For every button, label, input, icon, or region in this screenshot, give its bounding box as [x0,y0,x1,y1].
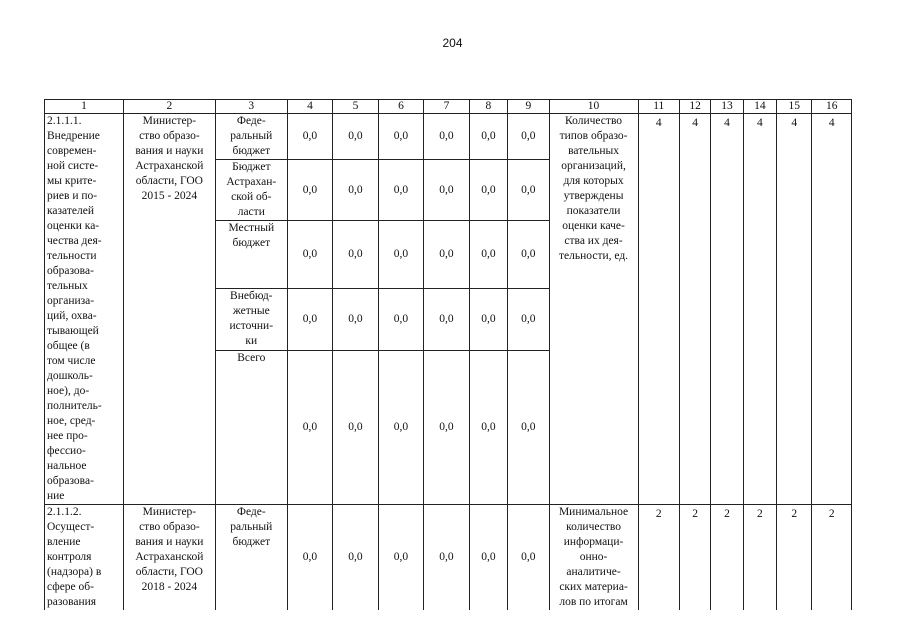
funding-value-cell: 0,0 [333,114,379,160]
column-header-11: 11 [638,100,679,114]
indicator-value-cell: 2 [680,505,711,611]
indicator-cell-line: Количество [565,115,623,127]
measure-code-cell-line: организа- [47,295,95,307]
funding-source-cell-line: ральный [230,521,273,533]
indicator-cell-line: типов образо- [559,130,628,142]
column-header-8: 8 [469,100,507,114]
measure-code-cell-line: ной систе- [47,160,99,172]
executor-cell-line: ство образо- [139,521,200,533]
funding-value-cell: 0,0 [469,505,507,611]
indicator-cell-line: онно- [579,551,608,563]
measure-code-cell-line: 2.1.1.1. [47,115,82,127]
column-header-14: 14 [743,100,776,114]
funding-source-cell-line: Феде- [236,115,266,127]
column-header-7: 7 [424,100,470,114]
column-header-13: 13 [711,100,743,114]
funding-source-cell-line: Всего [237,351,266,364]
funding-value-cell: 0,0 [424,350,470,504]
funding-source-cell [215,160,287,221]
executor-cell-line: Министер- [142,506,197,518]
indicator-value-cell: 4 [711,114,743,505]
measure-code-cell-line: нее про- [47,430,88,442]
measure-code-cell-line: полнитель- [47,400,102,412]
indicator-cell-line: показатели [566,205,621,217]
measure-code-cell [45,114,124,505]
funding-source-cell-line: Бюджет [232,161,271,174]
indicator-cell-line: утверждены [563,190,624,202]
header-row [45,100,852,114]
measure-code-cell-line: общее (в [47,340,90,352]
indicator-cell-line: организаций, [561,160,626,172]
measure-code-cell [45,505,124,611]
funding-source-cell-line: ки [245,335,258,348]
indicator-value-cell: 2 [743,505,776,611]
column-header-6: 6 [378,100,424,114]
executor-cell-line: вания и науки [135,145,204,157]
funding-source-cell [215,505,287,611]
column-header-16: 16 [812,100,852,114]
funding-value-cell: 0,0 [508,289,549,350]
funding-source-cell-line: источни- [229,320,274,333]
indicator-value-cell: 4 [680,114,711,505]
executor-cell-line: вания и науки [135,536,204,548]
funding-value-cell: 0,0 [508,160,549,221]
funding-source-cell-line: бюджет [232,536,271,548]
funding-source-cell [215,221,287,289]
executor-cell-line: 2015 - 2024 [141,190,198,202]
funding-value-cell: 0,0 [287,289,333,350]
funding-value-cell: 0,0 [287,114,333,160]
measure-code-cell-line: образова- [47,475,94,487]
measure-code-cell-line: оценки ка- [47,220,100,232]
executor-cell [123,114,215,505]
funding-source-cell [215,289,287,350]
funding-value-cell: 0,0 [424,505,470,611]
funding-value-cell: 0,0 [508,114,549,160]
funding-value-cell: 0,0 [469,160,507,221]
funding-value-cell: 0,0 [333,505,379,611]
funding-value-cell: 0,0 [469,350,507,504]
funding-value-cell: 0,0 [333,289,379,350]
indicator-value-cell: 2 [812,505,852,611]
column-header-3: 3 [215,100,287,114]
budget-table [44,99,852,610]
measure-code-cell-line: контроля [47,551,92,563]
measure-code-cell-line: Осущест- [47,521,95,533]
funding-value-cell: 0,0 [333,350,379,504]
funding-value-cell: 0,0 [333,160,379,221]
column-header-10: 10 [549,100,638,114]
funding-source-cell-line: Астрахан- [226,176,277,189]
measure-code-cell-line: казателей [47,205,94,217]
indicator-value-cell: 4 [743,114,776,505]
measure-code-cell-line: тывающей [47,325,99,337]
funding-value-cell: 0,0 [469,289,507,350]
indicator-value-cell: 4 [812,114,852,505]
executor-cell-line: ство образо- [139,130,200,142]
measure-code-cell-line: ций, охва- [47,310,97,322]
indicator-cell-line: информаци- [563,536,624,548]
measure-code-cell-line: 2.1.1.2. [47,506,82,518]
measure-code-cell-line: вление [47,536,81,548]
funding-value-cell: 0,0 [378,289,424,350]
indicator-cell [549,114,638,505]
executor-cell-line: Министер- [142,115,197,127]
indicator-cell-line: аналитиче- [566,566,621,578]
indicator-cell-line: вательных [568,145,619,157]
source-row [45,114,852,160]
funding-source-cell-line: ласти [237,206,265,219]
column-header-4: 4 [287,100,333,114]
indicator-value-cell: 4 [638,114,679,505]
column-header-5: 5 [333,100,379,114]
funding-value-cell: 0,0 [508,221,549,289]
funding-value-cell: 0,0 [378,505,424,611]
funding-value-cell: 0,0 [508,505,549,611]
funding-value-cell: 0,0 [469,221,507,289]
executor-cell-line: области, ГОО [135,175,203,187]
funding-source-cell-line: Феде- [236,506,266,518]
measure-code-cell-line: ное), до- [47,385,90,397]
funding-source-cell-line: ральный [230,130,273,142]
funding-value-cell: 0,0 [378,160,424,221]
funding-source-cell-line: Внебюд- [230,290,273,303]
funding-source-cell [215,114,287,160]
measure-code-cell-line: разования [47,596,97,608]
measure-code-cell-line: современ- [47,145,97,157]
funding-value-cell: 0,0 [424,160,470,221]
indicator-cell-line: Минимальное [558,506,629,518]
funding-value-cell: 0,0 [287,221,333,289]
funding-source-cell-line: ской об- [231,191,272,204]
funding-source-cell [215,350,287,504]
measure-code-cell-line: ние [47,490,65,502]
indicator-cell-line: оценки каче- [562,220,625,232]
executor-cell-line: области, ГОО [135,566,203,578]
indicator-value-cell: 2 [777,505,812,611]
indicator-cell-line: лов по итогам [559,596,628,608]
funding-value-cell: 0,0 [287,350,333,504]
funding-value-cell: 0,0 [333,221,379,289]
page-number: 204 [442,36,463,50]
measure-code-cell-line: риев и по- [47,190,98,202]
indicator-cell [549,505,638,611]
funding-source-cell-line: бюджет [232,237,271,250]
funding-value-cell: 0,0 [378,114,424,160]
funding-value-cell: 0,0 [469,114,507,160]
indicator-value-cell: 2 [711,505,743,611]
column-header-1: 1 [45,100,124,114]
funding-value-cell: 0,0 [424,114,470,160]
measure-code-cell-line: (надзора) в [47,566,102,578]
measure-code-cell-line: мы крите- [47,175,97,187]
measure-code-cell-line: нальное [47,460,87,472]
indicator-cell-line: ских материа- [559,581,628,593]
measure-code-cell-line: тельности [47,250,97,262]
measure-code-cell-line: дошколь- [47,370,93,382]
funding-value-cell: 0,0 [378,221,424,289]
measure-code-cell-line: сфере об- [47,581,94,593]
funding-source-cell-line: бюджет [232,145,271,157]
indicator-cell-line: ства их дея- [564,235,623,247]
indicator-cell-line: тельности, ед. [559,250,629,262]
measure-code-cell-line: ное, сред- [47,415,96,427]
source-row [45,505,852,611]
funding-source-cell-line: Местный [228,222,275,235]
executor-cell [123,505,215,611]
executor-cell-line: 2018 - 2024 [141,581,198,593]
funding-value-cell: 0,0 [508,350,549,504]
indicator-value-cell: 4 [777,114,812,505]
indicator-cell-line: количество [566,521,621,533]
measure-code-cell-line: фессио- [47,445,86,457]
column-header-9: 9 [508,100,549,114]
funding-value-cell: 0,0 [424,221,470,289]
funding-value-cell: 0,0 [287,505,333,611]
measure-code-cell-line: тельных [47,280,88,292]
funding-value-cell: 0,0 [424,289,470,350]
measure-code-cell-line: чества дея- [47,235,102,247]
column-header-2: 2 [123,100,215,114]
indicator-value-cell: 2 [638,505,679,611]
funding-value-cell: 0,0 [378,350,424,504]
measure-code-cell-line: том числе [47,355,96,367]
measure-code-cell-line: Внедрение [47,130,100,142]
executor-cell-line: Астраханской [135,160,204,172]
funding-source-cell-line: жетные [232,305,270,318]
indicator-cell-line: для которых [563,175,624,187]
column-header-12: 12 [680,100,711,114]
executor-cell-line: Астраханской [135,551,204,563]
column-header-15: 15 [777,100,812,114]
measure-code-cell-line: образова- [47,265,94,277]
funding-value-cell: 0,0 [287,160,333,221]
